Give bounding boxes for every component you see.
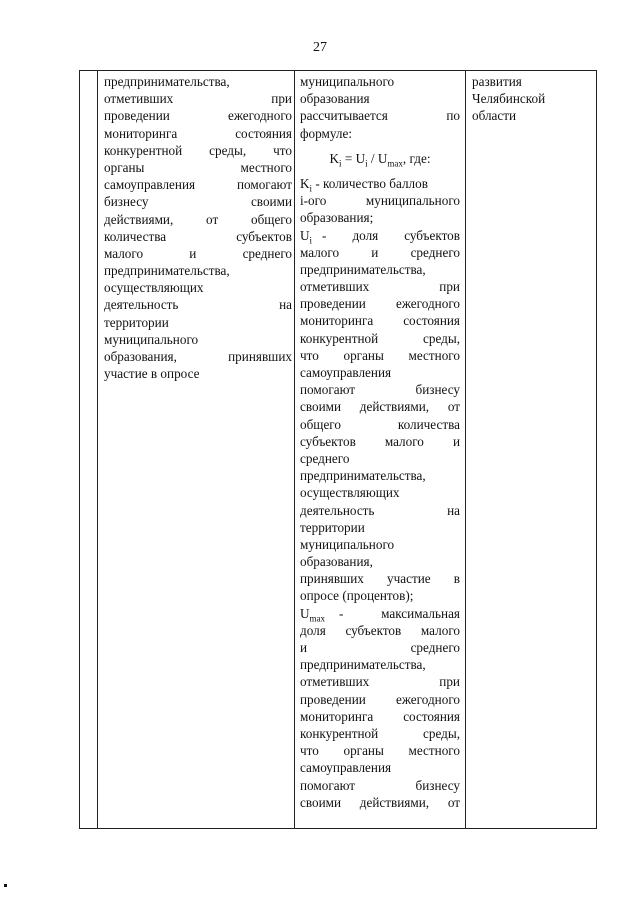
word: принявших (300, 571, 364, 587)
text-line (300, 295, 460, 312)
formula: $K_i = U_i / U_{max}$, где: (329, 150, 431, 169)
word: субъектов (404, 227, 460, 243)
text-line: предпринимательства, (104, 74, 230, 89)
word: бизнесу (415, 777, 460, 793)
text-line: образования, (300, 554, 373, 570)
text-line (300, 622, 460, 639)
word: максимальная (381, 605, 460, 621)
word: органы (343, 743, 384, 759)
word: мониторинга (104, 125, 178, 141)
table-cell-method (300, 73, 460, 811)
scan-mark (4, 884, 7, 887)
word: помогают (300, 777, 356, 793)
word: помогают (300, 382, 356, 398)
text-line: образования (300, 91, 370, 107)
word: конкурентной (104, 142, 183, 158)
word: что (300, 347, 319, 363)
variable-umax-definition: $U_{max}$ - максимальная (300, 605, 460, 624)
text-line: муниципального (300, 74, 395, 89)
text-line (300, 192, 460, 209)
text-line (300, 708, 460, 725)
text-line (300, 570, 460, 587)
word: и (452, 433, 460, 449)
word: бизнесу (104, 194, 149, 210)
word: среды, (423, 330, 460, 346)
word: в (453, 571, 460, 587)
word: органы (343, 347, 384, 363)
word: - (322, 227, 327, 243)
word: самоуправления (104, 177, 196, 193)
word: среды, (423, 725, 460, 741)
word: малого (384, 433, 424, 449)
text-line (104, 125, 292, 142)
word: при (439, 674, 460, 690)
word: количества (397, 416, 460, 432)
text-line: Челябинской (472, 91, 546, 107)
word: субъектов (236, 228, 292, 244)
word: ежегодного (396, 691, 460, 707)
word: - (339, 605, 344, 621)
text-line: самоуправления (300, 760, 392, 776)
text-line: предпринимательства, (300, 657, 426, 673)
word: малого (104, 245, 144, 261)
word: принявших (228, 349, 292, 364)
text-line: осуществляющих (104, 280, 204, 296)
word: и (189, 245, 197, 261)
table-divider (97, 71, 98, 828)
word: отметивших (104, 91, 174, 107)
word: своими (300, 399, 342, 415)
word: конкурентной (300, 330, 379, 346)
text-line: формуле: (300, 125, 352, 141)
text-line: самоуправления (300, 365, 392, 380)
text-line: территории (300, 519, 365, 535)
text-line (300, 777, 460, 794)
word: малого (420, 622, 460, 638)
word: проведении (300, 296, 366, 312)
text-line (300, 347, 460, 364)
text-line (104, 348, 292, 365)
word: при (439, 279, 460, 295)
document-table (79, 70, 597, 829)
text-line: предпринимательства, (300, 468, 426, 484)
text-line (300, 330, 460, 347)
word: деятельность (300, 502, 375, 518)
word: общего (250, 211, 292, 227)
text-line: муниципального (104, 331, 199, 347)
text-line (104, 228, 292, 245)
text-line: среднего (300, 450, 350, 466)
text-line: осуществляющих (300, 485, 400, 501)
word: образования, (104, 349, 177, 364)
text-line: участие в опросе (104, 366, 200, 382)
text-line (300, 278, 460, 295)
word: на (447, 502, 460, 518)
word: i-ого (300, 193, 327, 209)
table-cell-criterion (104, 73, 292, 382)
text-line (300, 107, 460, 124)
text-line (300, 725, 460, 742)
text-line (104, 211, 292, 228)
word: действиями, (359, 399, 430, 415)
word: от (206, 211, 219, 227)
text-line (104, 90, 292, 107)
word: действиями, (104, 211, 174, 227)
word: малого (300, 244, 340, 260)
word: и (300, 640, 308, 655)
text-line (300, 416, 460, 433)
word: доля (300, 622, 326, 638)
word: среднего (410, 640, 460, 655)
text-line (300, 381, 460, 398)
word: своими (250, 194, 292, 210)
text-line (300, 673, 460, 690)
word: проведении (104, 108, 170, 124)
word: субъектов (345, 622, 402, 638)
text-line: области (472, 108, 517, 124)
word: муниципального (365, 193, 460, 209)
text-line (104, 142, 292, 159)
word: конкурентной (300, 725, 379, 741)
word: отметивших (300, 279, 370, 295)
word: и (371, 244, 379, 260)
word: по (446, 108, 460, 124)
text-line (300, 433, 460, 450)
text-line: образования; (300, 210, 374, 226)
text-line (104, 159, 292, 176)
word: мониторинга (300, 708, 374, 724)
text-line (104, 176, 292, 193)
word: местного (408, 743, 460, 759)
table-divider (294, 71, 295, 828)
text-line (104, 107, 292, 124)
word: своими (300, 794, 342, 810)
text-line: опросе (процентов); (300, 588, 414, 604)
word: среднего (242, 245, 292, 261)
text-line: территории (104, 314, 169, 330)
word: что (300, 743, 319, 759)
text-line: предпринимательства, (104, 263, 230, 279)
word: деятельность (104, 297, 179, 313)
word: мониторинга (300, 313, 374, 329)
word: действиями, (359, 794, 430, 810)
word: местного (408, 347, 460, 363)
word: состояния (235, 125, 292, 141)
text-line (104, 245, 292, 262)
word: бизнесу (415, 382, 460, 398)
word: что (273, 142, 292, 158)
word: от (447, 399, 460, 415)
text-line: муниципального (300, 536, 395, 552)
page-number: 27 (313, 40, 327, 55)
text-line: развития (472, 74, 522, 89)
text-line (300, 502, 460, 519)
text-line: предпринимательства, (300, 261, 426, 277)
word: общего (300, 416, 341, 432)
word: доля (352, 227, 379, 243)
word: рассчитывается (300, 108, 388, 124)
word: от (447, 794, 460, 810)
variable-k-definition: $K_i$ - количество баллов (300, 175, 428, 194)
word: при (271, 91, 292, 107)
variable-u-definition: $U_i$ - доля субъектов (300, 227, 460, 246)
text-line (300, 639, 460, 656)
word: состояния (403, 313, 460, 329)
word: среднего (410, 244, 460, 260)
word: ежегодного (396, 296, 460, 312)
text-line (104, 296, 292, 313)
text-line (300, 244, 460, 261)
word: помогают (236, 177, 292, 193)
word: проведении (300, 691, 366, 707)
word: состояния (403, 708, 460, 724)
text-line (300, 312, 460, 329)
text-line (300, 691, 460, 708)
word: местного (240, 159, 292, 175)
text-line (300, 398, 460, 415)
word: количества (104, 228, 167, 244)
table-cell-responsible (472, 73, 582, 125)
table-divider (465, 71, 466, 828)
word: на (279, 297, 292, 313)
text-line (104, 193, 292, 210)
word: органы (104, 159, 145, 175)
word: отметивших (300, 674, 370, 690)
text-line (300, 742, 460, 759)
word: участие (387, 571, 431, 587)
word: субъектов (300, 433, 356, 449)
word: ежегодного (228, 108, 292, 124)
text-line (300, 794, 460, 811)
word: среды, (209, 142, 247, 158)
